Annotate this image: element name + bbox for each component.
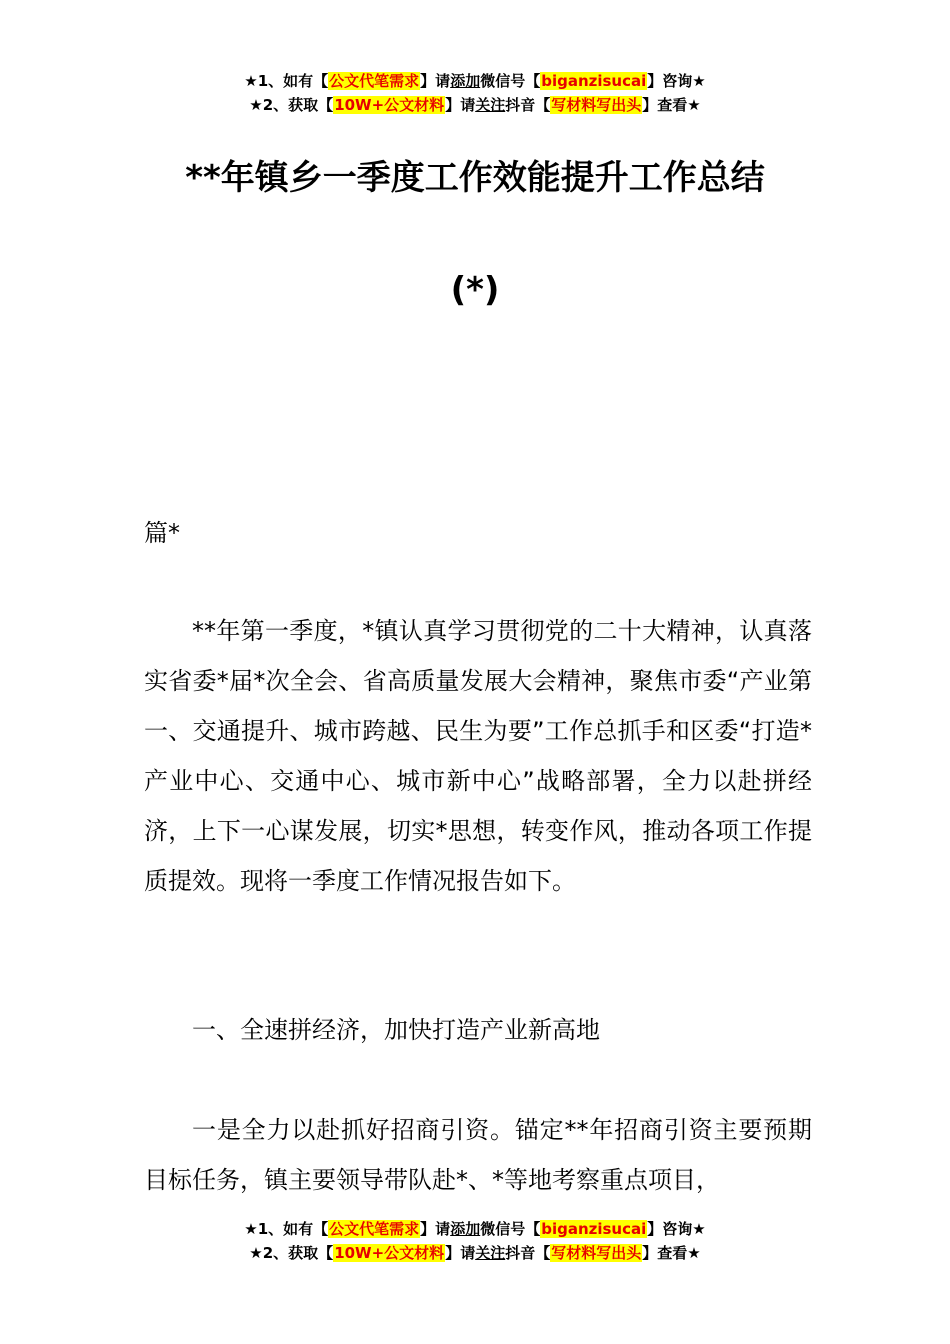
promo-text: 】请	[445, 96, 476, 114]
promo-text: 】请	[420, 1220, 451, 1238]
header-promo-banner	[0, 69, 950, 117]
body-paragraph-2	[144, 1105, 812, 1205]
section-heading-1	[144, 1005, 812, 1055]
promo-text: 】查看★	[642, 1244, 701, 1262]
promo-highlight: 写材料写出头	[551, 96, 642, 114]
promo-highlight: 公文代笔需求	[329, 1220, 420, 1238]
paragraph-text: **年第一季度，*镇认真学习贯彻党的二十大精神，认真落实省委*届*次全会、省高质量发展大会精神，聚焦市委“产业第一、交通提升、城市跨越、民生为要”工作总抓手和区委“打造*产业中心、交通中心、城市新中心”战略部署，全力以赴拼经济，上下一心谋发展，切实*思想，转变作风，推动各项工作提质提效。现将一季度工作情况报告如下。	[144, 617, 812, 895]
section-label	[144, 508, 812, 558]
promo-highlight: 10W+公文材料	[334, 96, 445, 114]
body-paragraph-1	[144, 606, 812, 906]
promo-highlight: 公文代笔需求	[329, 72, 420, 90]
promo-text: 微信号【	[480, 1220, 541, 1238]
promo-text: 】查看★	[642, 96, 701, 114]
promo-text: 微信号【	[480, 72, 541, 90]
promo-highlight: 10W+公文材料	[334, 1244, 445, 1262]
document-title: **年镇乡一季度工作效能提升工作总结	[185, 158, 765, 198]
document-subtitle: (*)	[450, 270, 500, 310]
promo-text: ★1、如有【	[244, 72, 329, 90]
promo-line-2	[0, 1241, 950, 1265]
promo-text: 】请	[420, 72, 451, 90]
promo-highlight: biganzisucai	[541, 1220, 647, 1238]
promo-underline: 关注	[475, 96, 506, 114]
promo-text: 抖音【	[505, 96, 551, 114]
promo-text: ★2、获取【	[249, 1244, 334, 1262]
promo-line-1	[0, 69, 950, 93]
promo-highlight: biganzisucai	[541, 72, 647, 90]
promo-line-2	[0, 93, 950, 117]
footer-promo-banner	[0, 1217, 950, 1265]
promo-text: ★1、如有【	[244, 1220, 329, 1238]
promo-text: ★2、获取【	[249, 96, 334, 114]
promo-underline: 关注	[475, 1244, 506, 1262]
heading-text: 一、全速拼经济，加快打造产业新高地	[192, 1016, 600, 1044]
promo-text: 抖音【	[505, 1244, 551, 1262]
promo-text: 】咨询★	[647, 1220, 706, 1238]
promo-text: 】咨询★	[647, 72, 706, 90]
promo-highlight: 写材料写出头	[551, 1244, 642, 1262]
paragraph-text: 一是全力以赴抓好招商引资。锚定**年招商引资主要预期目标任务，镇主要领导带队赴*、*等地考察重点项目，	[144, 1116, 812, 1194]
promo-underline: 添加	[450, 72, 481, 90]
section-label-text: 篇*	[144, 519, 180, 547]
promo-underline: 添加	[450, 1220, 481, 1238]
promo-text: 】请	[445, 1244, 476, 1262]
promo-line-1	[0, 1217, 950, 1241]
